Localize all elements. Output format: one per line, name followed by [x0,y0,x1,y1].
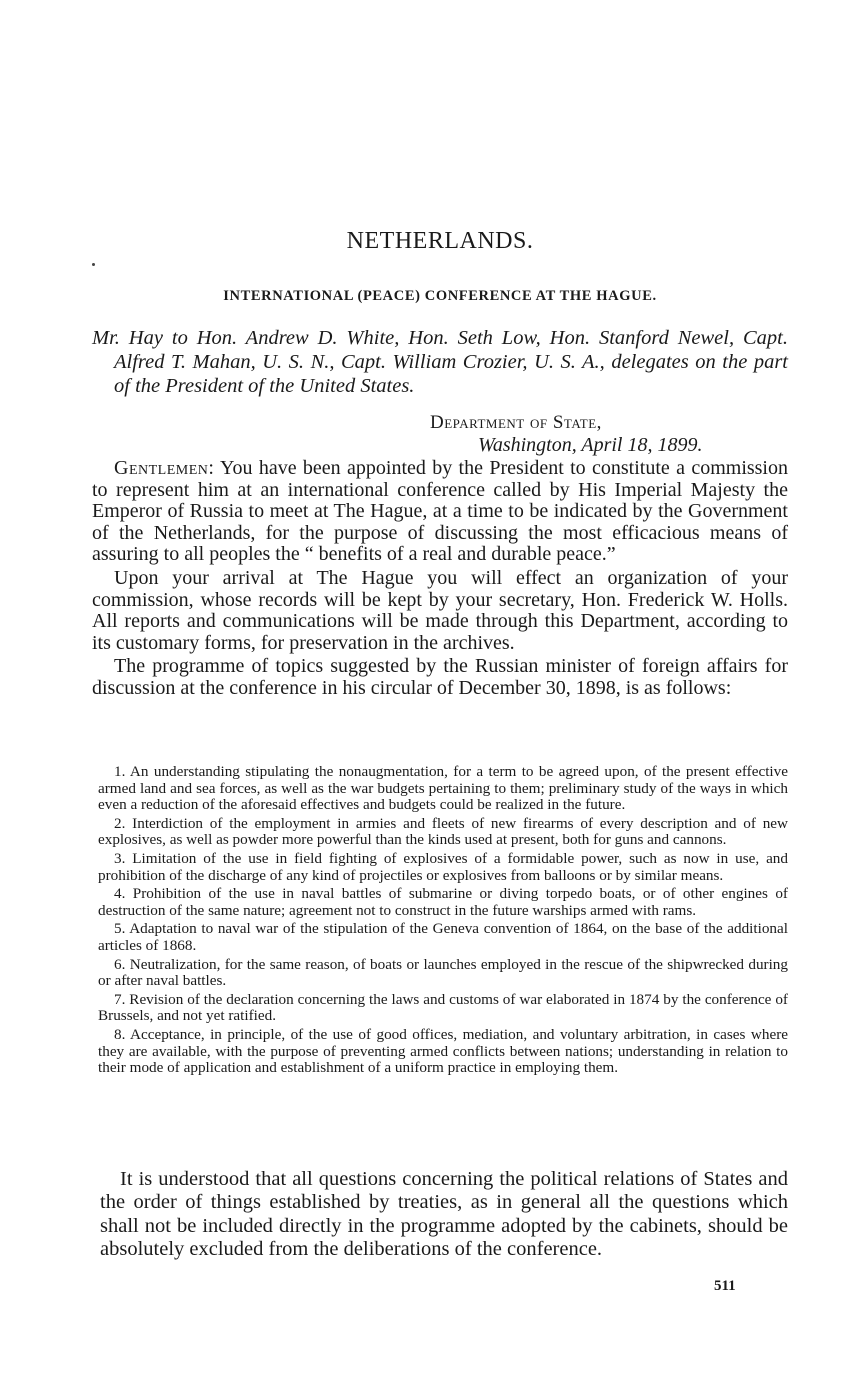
letter-address: Mr. Hay to Hon. Andrew D. White, Hon. Seth Low, Hon. Stanford Newel, Capt. Alfred T. Mahan, U. S. N., Capt. William Crozier, U. S. A., delegates on the part of the President of the United States. [92,327,788,397]
list-item: 4. Prohibition of the use in naval battles of submarine or diving torpedo boats, or of other engines of destruction of the same nature; agreement not to construct in the future warships armed with rams. [98,885,788,919]
dateline [430,412,702,456]
dateline-department: Department of State, [430,412,602,433]
list-item: 8. Acceptance, in principle, of the use of good offices, mediation, and voluntary arbitration, in cases where they are available, with the purpose of preventing armed conflicts between nations; understanding in relation to their mode of application and establishment of a uniform practice in employing them. [98,1025,788,1077]
page-number: 511 [714,1278,736,1294]
list-item: 2. Interdiction of the employment in armies and fleets of new firearms of every description and of new explosives, as well as powder more powerful than the kinds used at present, both for guns and cannons. [98,814,788,849]
paragraph-text: You have been appointed by the President to constitute a commission to represent him at an international conference called by His Imperial Majesty the Emperor of Russia to meet at The Hague, at a time to be indicated by the Government of the Netherlands, for the purpose of discussing the most efficacious means of assuring to all peoples the “ benefits of a real and durable peace.” [92,457,788,566]
list-item: 1. An understanding stipulating the nonaugmentation, for a term to be agreed upon, of the present effective armed land and sea forces, as well as the war budgets pertaining to them; preliminary study of the ways in which even a reduction of the aforesaid effectives and budgets could be realized in the future. [98,763,788,814]
list-item: 6. Neutralization, for the same reason, of boats or launches employed in the rescue of the shipwrecked during or after naval battles. [98,955,788,990]
closing-paragraph: It is understood that all questions concerning the political relations of States and the order of things established by treaties, as in general all the questions which shall not be included directly in the programme adopted by the cabinets, should be absolutely excluded from the deliberations of the conference. [100,1168,788,1261]
list-item: 5. Adaptation to naval war of the stipulation of the Geneva convention of 1864, on the base of the additional articles of 1868. [98,920,788,954]
letter-body [92,458,788,702]
section-heading: INTERNATIONAL (PEACE) CONFERENCE AT THE HAGUE. [223,288,657,304]
list-item: 3. Limitation of the use in field fighting of explosives of a formidable power, such as now in use, and prohibition of the discharge of any kind of projectiles or explosives from balloons or by similar means. [98,849,788,884]
paragraph-3: The programme of topics suggested by the Russian minister of foreign affairs for discussion at the conference in his circular of December 30, 1898, is as follows: [92,655,788,699]
paragraph-2: Upon your arrival at The Hague you will effect an organization of your commission, whose records will be kept by your secretary, Hon. Frederick W. Holls. All reports and communications will be made through this Department, according to its customary forms, for preservation in the archives. [92,566,788,654]
salutation: Gentlemen: [114,457,215,479]
page-title: NETHERLANDS. [346,228,534,254]
programme-topics-list [98,764,788,1079]
document-page [92,0,788,1379]
dateline-place-date: Washington, April 18, 1899. [478,434,703,456]
list-item: 7. Revision of the declaration concerning the laws and customs of war elaborated in 1874 by the conference of Brussels, and not yet ratified. [98,990,788,1025]
paragraph-1 [92,458,788,566]
